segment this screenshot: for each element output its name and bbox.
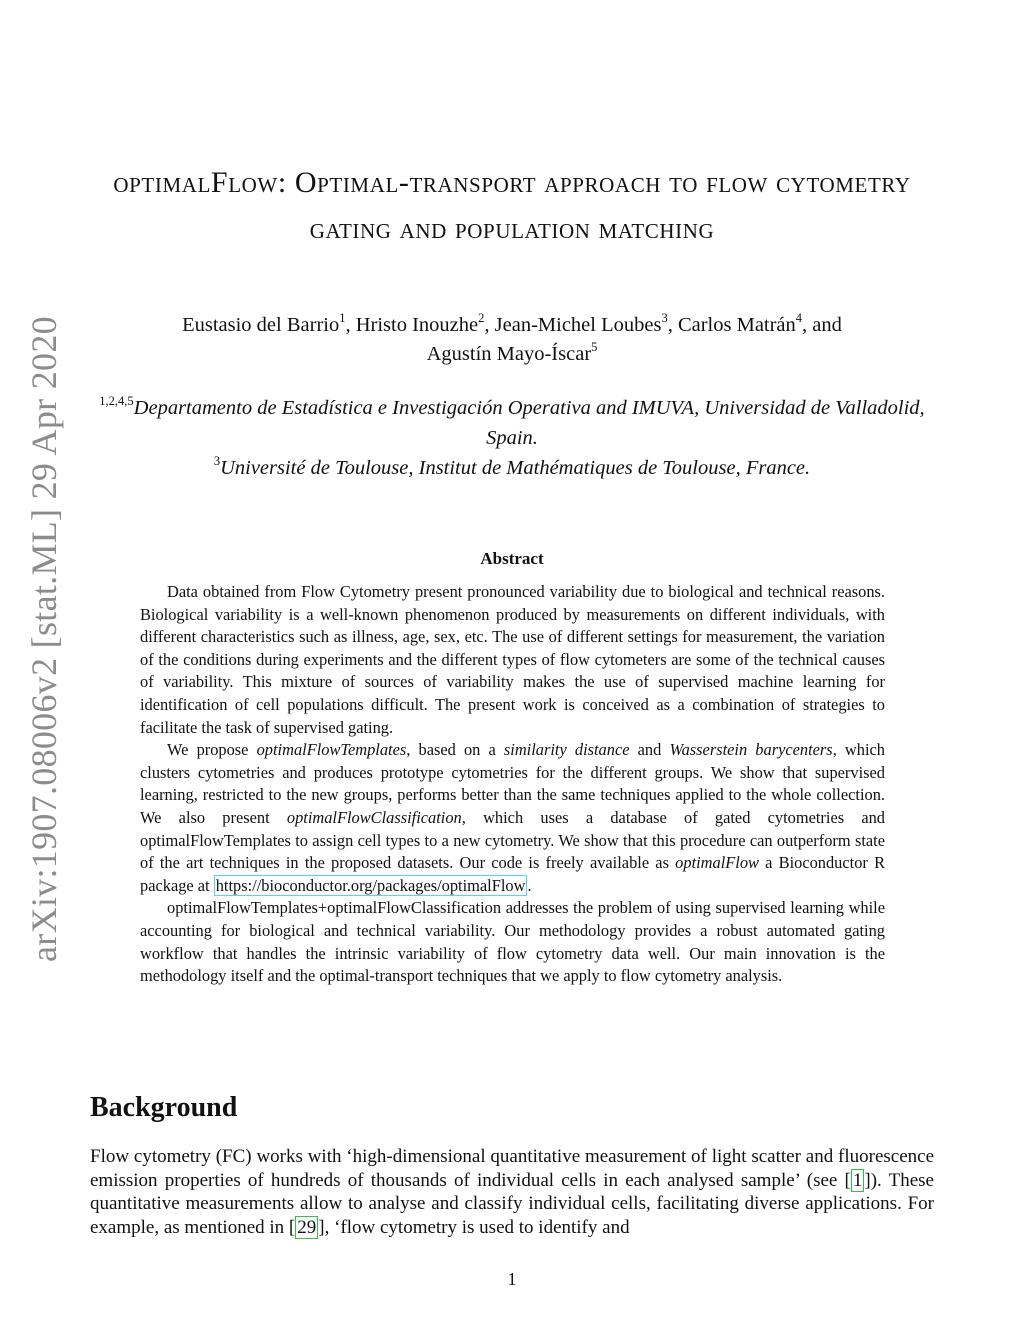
package-url-link[interactable]: https://bioconductor.org/packages/optimalFlow — [215, 875, 526, 895]
citation-link[interactable]: 29 — [297, 1217, 317, 1239]
abstract-paragraph: Data obtained from Flow Cytometry present pronounced variability due to biological and technical reasons. Biological variability is a well-known phenomenon produced by measurements on different individuals, with different characteristics such as illness, age, sex, etc. The use of different settings for measurement, the variation of the conditions during experiments and the different types of flow cytometers are some of the technical causes of variability. This mixture of sources of variability makes the use of supervised machine learning for identification of cell populations difficult. The present work is conceived as a combination of strategies to facilitate the task of supervised gating. — [140, 582, 885, 737]
affiliation: $^3$Université de Toulouse, Institut de Mathématiques de Toulouse, France. — [213, 454, 811, 479]
abstract-paragraph: optimalFlowTemplates+optimalFlowClassification addresses the problem of using supervised learning while accounting for biological and technical variability. Our methodology provides a robust automated gating workflow that handles the intrinsic variability of flow cytometry data well. Our main innovation is the methodology itself and the optimal-transport techniques that we apply to flow cytometry analysis. — [140, 898, 885, 986]
abstract-heading: Abstract — [480, 549, 544, 568]
page-number: 1 — [507, 1269, 517, 1289]
section-body: Flow cytometry (FC) works with ‘high-dimensional quantitative measurement of light scatter and fluorescence emission properties of hundreds of thousands of individual cells in each analysed sample’ (see [ 1 ]). These quantitative measurements allow to analyse and classify individual cells, facilitating diverse applications. For example, as mentioned in [ 29 ], ‘flow cytometry is used to identify and — [90, 1146, 934, 1239]
affiliation: $^{1,2,4,5}$Departamento de Estadística e Investigación Operativa and IMUVA, Universidad de Valladolid, Spain. — [99, 394, 925, 449]
author: Carlos Matrán$^4$, and — [677, 311, 842, 336]
abstract-paragraph: We propose optimalFlowTemplates, based on a similarity distance and Wasserstein barycenters, which clusters cytometries and produces prototype cytometries for the different groups. We show that supervised learning, restricted to the new groups, performs better than the same techniques applied to the whole collection. We also present optimalFlowClassification, which uses a database of gated cytometries and optimalFlowTemplates to assign cell types to a new cytometry. We show that this procedure can outperform state of the art techniques in the proposed datasets. Our code is freely available as optimalFlow a Bioconductor R package at https://bioconductor.org/packages/optimalFlow . — [140, 740, 886, 895]
affiliations — [90, 393, 934, 483]
author-list — [80, 311, 944, 369]
paper-title: optimalFlow: Optimal-transport approach to flow cytometry gating and population matching — [113, 166, 911, 245]
abstract-body — [140, 581, 885, 988]
author: Jean-Michel Loubes$^3$, — [494, 311, 678, 336]
arxiv-identifier-stamp: arXiv:1907.08006v2 [stat.ML] 29 Apr 2020 — [24, 316, 64, 962]
section-heading: Background — [90, 1092, 238, 1123]
citation-link[interactable]: 1 — [852, 1169, 863, 1191]
author: Eustasio del Barrio$^1$, — [182, 311, 356, 336]
author: Agustín Mayo-Íscar$^5$ — [426, 340, 598, 365]
author: Hristo Inouzhe$^2$, — [355, 311, 495, 336]
